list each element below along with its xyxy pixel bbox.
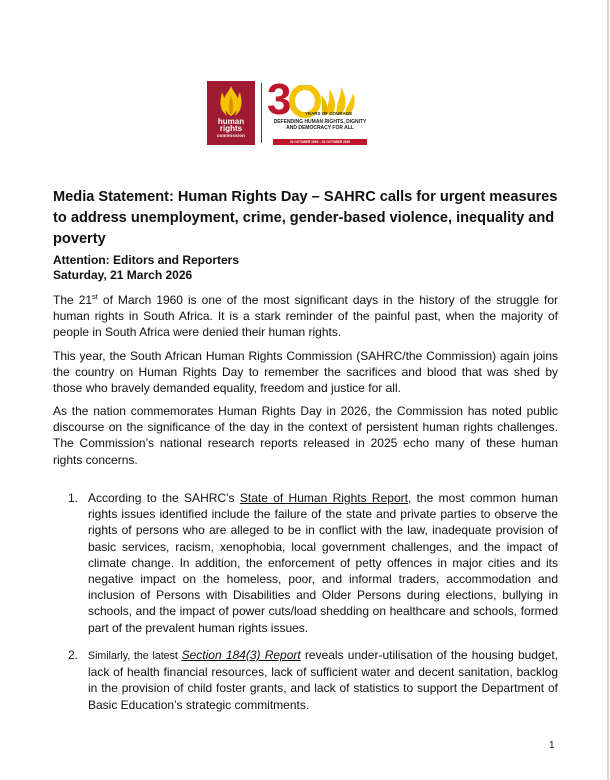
hrc-wordmark (209, 118, 253, 139)
page-edge (607, 0, 609, 780)
flame-icon (216, 84, 246, 118)
tagline-line-1: DEFENDING HUMAN RIGHTS, DIGNITY (273, 119, 367, 125)
page-number: 1 (549, 740, 555, 751)
p1-pre: The 21 (53, 293, 93, 307)
list-item-1 (88, 490, 558, 636)
paragraph-2: This year, the South African Human Rights Commission (SAHRC/the Commission) again joins the country on Human Rights Day to remember the sacrifices and blood that was shed by those who bravely demanded equality, freedom and justice for all. (53, 349, 558, 396)
tagline-line-2: AND DEMOCRACY FOR ALL (286, 125, 354, 131)
p1-post: of March 1960 is one of the most significant days in the history of the struggle for human rights in South Africa. It is a stark reminder of the painful past, when the majority of people in South Africa were denied their human rights. (53, 293, 559, 340)
list-item-2 (88, 647, 558, 713)
logo-date-range: 02 OCTOBER 1995 – 02 OCTOBER 2025 (273, 139, 367, 145)
thirty-digit-three: 3 (267, 75, 292, 124)
years-of-courage-label: YEARS OF COURAGE (305, 111, 353, 116)
section-184-report-link[interactable]: Section 184(3) Report (181, 648, 301, 662)
hrc-logo-block (207, 81, 255, 145)
paragraph-1 (53, 292, 558, 341)
list-number-1: 1. (68, 491, 79, 505)
item1-pre: According to the SAHRC’s (88, 491, 240, 505)
attention-block (53, 253, 553, 283)
statement-title: Media Statement: Human Rights Day – SAHRC calls for urgent measures to address unemployment, crime, gender-based violence, inequality and poverty (53, 189, 558, 247)
p1-sup: st (92, 292, 98, 301)
hrc-word-commission: commission (216, 133, 246, 138)
item1-post: , the most common human rights issues identified include the failure of the state and private parties to observe the rights of persons who are alleged to be in conflict with the law, inadequate provision of basic services, racism, xenophobia, local government challenges, and the impact of climate change. In addition, the enforcement of petty offences in major cities and its negative impact on the homeless, poor, and informal traders, accommodation and inclusion of Persons with Disabilities and Older Persons during elections, bullying in schools, and the impact of power cuts/load shedding on healthcare and schools, formed part of the prevalent human rights issues. (88, 491, 559, 635)
item2-post: reveals under-utilisation of the housing budget, lack of health financial resources, lack of sufficient water and decent sanitation, backlog in the provision of child foster grants, and lack of statistics to support the Department of Basic Education’s strategic commitments. (88, 648, 558, 712)
state-of-human-rights-report-link[interactable]: State of Human Rights Report (239, 491, 408, 505)
paragraph-3: As the nation commemorates Human Rights Day in 2026, the Commission has noted public discourse on the significance of the day in the context of persistent human rights challenges. The Commission’s national research reports released in 2025 echo many of these human rights concerns. (53, 404, 558, 467)
statement-date: Saturday, 21 March 2026 (53, 268, 193, 282)
hrc-word-human: human (217, 117, 245, 126)
hrc-word-rights: rights (219, 124, 243, 133)
list-number-2: 2. (68, 648, 79, 662)
logo-tagline (270, 119, 370, 131)
logo-divider (261, 83, 262, 143)
attention-line: Attention: Editors and Reporters (53, 253, 240, 267)
sahrc-logo (207, 75, 372, 147)
item2-pre: Similarly, the latest (88, 650, 182, 662)
